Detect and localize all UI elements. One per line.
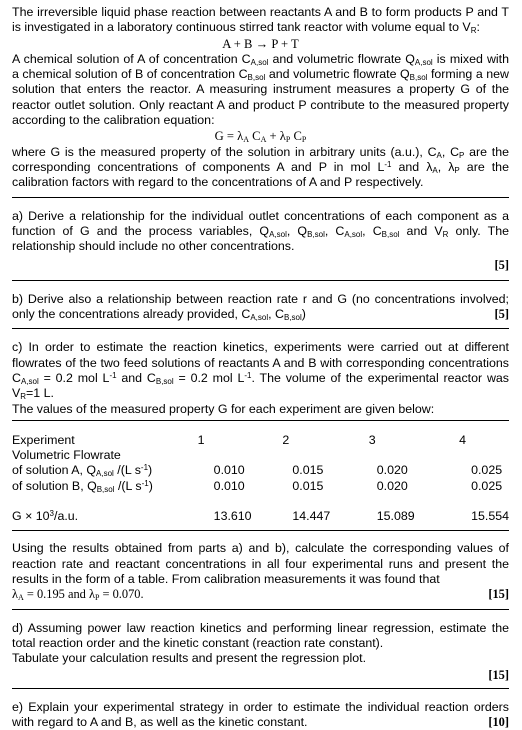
sub: A,sol — [269, 229, 287, 239]
part-c-calib — [12, 587, 509, 602]
sub: P — [459, 150, 465, 160]
sub: R — [442, 229, 449, 239]
text: are the calibration factors with regard to the concentrations of A and P respectively. — [12, 159, 509, 190]
marks: [5] — [494, 258, 509, 273]
sup: 3 — [49, 509, 54, 519]
table-cell: 2 — [282, 432, 290, 447]
part-d-line2 — [12, 651, 509, 666]
text: , Q — [286, 223, 308, 238]
part-c — [12, 340, 509, 401]
text: and volumetric flowrate Q — [268, 51, 415, 66]
text: = 0.195 and λ — [23, 587, 95, 602]
table-row — [12, 494, 509, 524]
text: only. The relationship should include no other concentrations. — [12, 223, 509, 254]
part-a-marks — [12, 258, 509, 273]
sub: A — [18, 593, 24, 603]
sub: A,sol — [414, 57, 433, 67]
table-row — [12, 448, 509, 463]
part-b — [12, 292, 509, 323]
sub: P — [285, 135, 291, 145]
divider — [12, 197, 509, 198]
table-row — [12, 479, 509, 494]
problem-sheet — [12, 3, 509, 730]
table-cell: 15.554 — [471, 509, 509, 524]
table-cell: 0.010 — [213, 463, 245, 478]
table-cell: 0.020 — [376, 463, 408, 478]
table-row — [12, 433, 509, 448]
table-cell: 0.025 — [471, 463, 503, 478]
sup: -1 — [109, 370, 117, 380]
text: and λ — [391, 159, 433, 174]
text: c) In order to estimate the reaction kinetics, experiments were carried out at different flowrates of the two feed solutions of reactants A and B with corresponding concentrations C — [12, 340, 509, 385]
sub: A — [432, 165, 438, 175]
text: C — [249, 129, 261, 144]
text: and volumetric flowrate Q — [265, 67, 410, 82]
table-cell: 3 — [368, 432, 376, 447]
part-d — [12, 621, 509, 652]
text: G = λ — [214, 129, 244, 144]
experiment-table — [12, 433, 509, 524]
text: , C — [324, 223, 345, 238]
sub: R — [20, 392, 27, 402]
sub: A,sol — [250, 57, 269, 67]
divider — [12, 609, 509, 610]
text: /(L s — [113, 463, 141, 478]
table-cell: Volumetric Flowrate — [12, 448, 121, 463]
divider — [12, 420, 509, 421]
text: , C — [268, 307, 284, 322]
sub: A,sol — [20, 376, 39, 386]
divider — [12, 530, 509, 531]
part-a — [12, 209, 509, 255]
sub: R — [470, 26, 477, 36]
text: /(L s — [114, 478, 142, 493]
text: C — [290, 129, 302, 144]
reaction-text: A + B → P + T — [222, 36, 299, 51]
text: ) — [148, 478, 153, 493]
table-row — [12, 463, 509, 478]
table-cell: 13.610 — [213, 509, 252, 524]
sub: P — [94, 593, 100, 603]
sub: B,sol — [381, 229, 400, 239]
sub: A — [243, 135, 250, 145]
table-cell: 0.025 — [471, 478, 503, 493]
text: where G is the measured property of the solution in arbitrary units (a.u.), C — [12, 144, 437, 159]
text: The values of the measured property G for each experiment are given below: — [12, 401, 435, 416]
table-cell — [12, 479, 196, 494]
where-paragraph — [12, 145, 509, 191]
part-d-marks — [12, 668, 509, 683]
text: Tabulate your calculation results and present the regression plot. — [12, 651, 367, 666]
table-cell: 1 — [197, 432, 205, 447]
part-b-marks: [5] — [494, 307, 509, 322]
sub: A,sol — [96, 469, 114, 479]
sub: P — [454, 165, 460, 175]
sup: -1 — [141, 478, 149, 488]
part-c-g-intro — [12, 402, 509, 417]
table-cell — [12, 463, 196, 478]
sub: B,sol — [247, 73, 266, 83]
text: Using the results obtained from parts a) and b), calculate the corresponding values of reaction rate and reactant concentrations in all four experimental runs and present the results in the form of a table. From calibration measurements it was found that — [12, 541, 509, 586]
text: , C — [441, 144, 460, 159]
intro-paragraph — [12, 5, 509, 36]
text: : — [476, 20, 480, 35]
divider — [12, 280, 509, 281]
feed-paragraph — [12, 52, 509, 128]
sub: A — [436, 150, 442, 160]
text: ) — [301, 307, 306, 322]
text: and V — [399, 223, 443, 238]
text: G × 10 — [12, 509, 50, 524]
sub: A,sol — [344, 229, 363, 239]
sub: A,sol — [250, 313, 269, 323]
table-cell: 0.020 — [376, 478, 408, 493]
sup: -1 — [140, 463, 149, 473]
text: is mixed with a chemical solution of B of concentration C — [12, 51, 509, 82]
text: = 0.2 mol L — [173, 370, 245, 385]
text: ) — [148, 463, 153, 478]
text: A chemical solution of A of concentration C — [12, 51, 251, 66]
part-e-marks: [10] — [488, 714, 509, 729]
calibration-equation — [12, 129, 509, 144]
text: b) Derive also a relationship between reaction rate r and G (no concentrations involved; only the concentrations already provided, C — [12, 291, 509, 322]
part-c-calc — [12, 541, 509, 587]
sub: B,sol — [155, 376, 174, 386]
intro-text: The irreversible liquid phase reaction between reactants A and B to form products P and T is investigated in a laboratory continuous stirred tank reactor with volume equal to V — [12, 5, 509, 35]
table-cell: 14.447 — [292, 509, 331, 524]
text: , λ — [437, 159, 455, 174]
divider — [12, 688, 509, 689]
text: forming a new solution that enters the reactor. A measuring instrument measures a property G of the reactor outlet solution. Only reactant A and product P contribute to the measured property according to the calibration equation: — [12, 67, 509, 128]
table-cell: Experiment — [12, 432, 75, 447]
text: = 0.070. — [99, 587, 144, 602]
sub: A — [260, 135, 267, 145]
table-cell: 0.010 — [213, 478, 245, 493]
table-cell: 4 — [459, 432, 466, 447]
text: /a.u. — [54, 509, 79, 524]
text: , C — [362, 223, 382, 238]
sub: B,sol — [409, 73, 428, 83]
text: = 0.2 mol L — [38, 370, 110, 385]
sub: B,sol — [283, 313, 302, 323]
sup: -1 — [244, 370, 252, 380]
text: d) Assuming power law reaction kinetics and performing linear regression, estimate the total reaction order and the kinetic constant (reaction rate constant). — [12, 620, 509, 650]
table-cell: 0.015 — [292, 463, 324, 478]
calib-values — [12, 587, 144, 601]
reaction-equation — [12, 37, 509, 52]
text: of solution A, Q — [12, 463, 97, 478]
text: and C — [116, 370, 156, 385]
text: λ — [12, 587, 19, 602]
text: a) Derive a relationship for the individual outlet concentrations of each component as a function of G and the process variables, Q — [12, 208, 509, 238]
table-cell: 15.089 — [376, 509, 415, 524]
part-c-marks: [15] — [488, 587, 509, 602]
text: are the corresponding concentrations of components A and P in mol L — [12, 144, 509, 174]
table-cell: 0.015 — [292, 478, 324, 493]
table-cell — [12, 494, 196, 524]
text: of solution B, Q — [12, 478, 97, 493]
sup: -1 — [384, 159, 392, 169]
text: + λ — [266, 129, 286, 144]
part-e — [12, 700, 509, 730]
marks: [15] — [488, 668, 509, 683]
sub: B,sol — [307, 229, 325, 239]
text: e) Explain your experimental strategy in order to estimate the individual reaction orders with regard to A and B, as well as the kinetic constant. — [12, 699, 509, 729]
sub: P — [301, 135, 307, 145]
text: =1 L. — [26, 386, 54, 401]
sub: B,sol — [96, 484, 115, 494]
divider — [12, 328, 509, 329]
text: . The volume of the experimental reactor was V — [12, 370, 509, 401]
